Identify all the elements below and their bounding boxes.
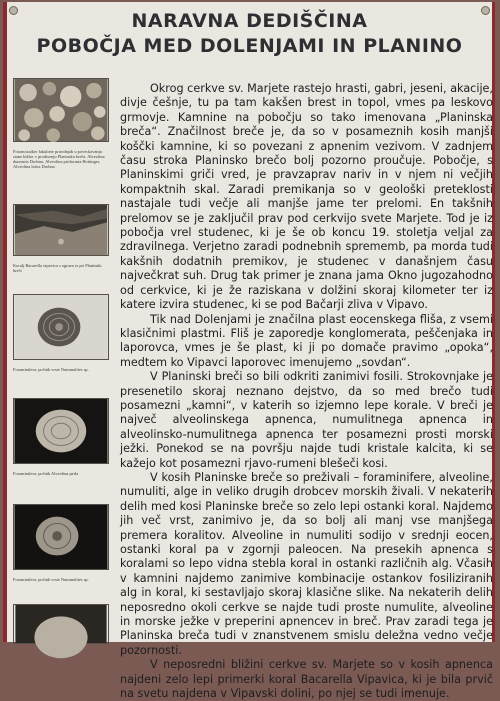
- fossil-photo-3: [13, 294, 109, 372]
- paragraph-4: V kosih Planinske breče so preživali – foraminifere, alveoline, numuliti, alge in veliko drugih drobcev morskih živali. V nekaterih delih med kosi Planinske breče so zelo lepi ostanki koral. Najdemo jih več vrst, zanimivo je, da so bolj ali manj vse manjšega premera koralitov. Alveoline in numuliti sodijo v srednji eocen, ostanki koral pa v zgornji paleocen. Na presekih apnenca s koralami so lepo vidna stebla koral in ostanki različnih alg. Včasih v kamnini najdemo zanimive kombinacije ostankov fosiliziranih alg in koral, ki sestavljajo skoraj klasične slike. Na nekaterih delih neposredno okoli cerkve se najde tudi proste numulite, alveoline in morske ježke v preperini apnencev in breč. Prav zaradi tega je Planinska breča tudi v znanstvenem smislu deležna vedno večje pozornosti.: [120, 470, 493, 657]
- conglomerate-rock-icon: [13, 78, 109, 142]
- photo-caption-4: Foraminifera: počnik Alveolina perla: [13, 471, 79, 476]
- paragraph-1: Okrog cerkve sv. Marjete rastejo hrasti, gabri, jeseni, akacije, divje češnje, tu pa tam kakšen brest in topol, vmes pa leskovo grmovje. Kamnine na pobočju so tako imenovana „Planinska breča“. Značilnost breče je, da so v posameznih kosih manjši koščki kamnine, ki so povezani z apnenim vezivom. V zadnjem času stroka Planinsko brečo bolj pozorno proučuje. Pobočje, s Planinskimi griči vred, je pravzaprav nariv in v njem ni večjih kompaktnih skal. Zaradi premikanja so v geološki preteklosti nastajale tudi večje ali manjše jame ter prelomi. En takšnih prelomov se je zaključil prav pod cerkvijo svete Marjete. Tod je iz pobočja vrel studenec, ki je še ob koncu 19. stoletja veljal za zdravilnega. Verjetno zaradi podnebnih sprememb, pa morda tudi kakšnih dodatnih premikov, je studenec v današnjem času največkrat suh. Drug tak primer je znana jama Okno jugozahodno od cerkvice, ki je že raziskana v dolžini skoraj kilometer ter iz katere izvira studenec, ki se pod Bačarji zliva v Vipavo.: [120, 82, 493, 312]
- nummulite-fossil-icon: [13, 294, 109, 360]
- coral-rock-icon: [13, 204, 109, 256]
- info-text: [120, 82, 493, 701]
- info-board: [3, 2, 495, 701]
- photo-caption-5: Foraminifera: počnik vrste Nummulites sp.: [13, 577, 89, 582]
- fossil-photo-5: [13, 504, 109, 582]
- board-title-line1: NARAVNA DEDIŠČINA: [131, 10, 368, 32]
- fossil-photo-1: [13, 78, 109, 169]
- paragraph-2: Tik nad Dolenjami je značilna plast eocenskega fliša, z vsemi klasičnimi plastmi. Fliš je zaporedje konglomerata, peščenjaka in laporovca, vmes je še plast, ki ji po domače pravimo „opoka“, medtem ko Vipavci laporovec imenujemo „sovdan“.: [120, 312, 493, 369]
- photo-caption-2: Koralj Bacarella vipavica s ogrozo iz pri Planinski breči: [13, 263, 102, 273]
- paragraph-5: V neposredni bližini cerkve sv. Marjete so v kosih apnenca najdeni zelo lepi primerki koral Bacarella Vipavica, ki je bila prvič na svetu najdena v Vipavski dolini, po njej se tudi imenuje.: [120, 658, 493, 701]
- fossil-photo-4: [13, 398, 109, 476]
- photo-caption-3: Foraminifera: počnik vrste Nummulites sp.: [13, 367, 89, 372]
- paragraph-3: V Planinski breči so bili odkriti zanimivi fosili. Strokovnjake je presenetilo skoraj neznano dejstvo, da so med brečo tudi posamezni „kamni“, v katerih so izjemno lepe korale. V breči je največ alveolinskega apnenca, numulitnega apnenca in alveolinsko-numulitnega apnenca ter posamezni prosti morski ježki. Ponekod se na površju najde tudi kristale kalcita, ki se kažejo kot posamezni rjavo-rumeni blešeči kosi.: [120, 370, 493, 470]
- photo-caption-1: Fotomozaiker fakultete prirodnjak u poveckavanja stane kiklor v prodisenju Planinska breča. Alveolina dunonsis Drobno, Alveolina piriformia Hottinger, Alveolina latiss Drobno: [13, 149, 105, 169]
- fossil-photo-2: [13, 204, 109, 273]
- nummulite-dark-fossil-icon: [13, 504, 109, 570]
- fossil-photo-6: [13, 604, 109, 649]
- fossil-partial-icon: [13, 604, 109, 644]
- board-title-line2: POBOČJA MED DOLENJAMI IN PLANINO: [36, 35, 463, 57]
- alveolina-fossil-icon: [13, 398, 109, 464]
